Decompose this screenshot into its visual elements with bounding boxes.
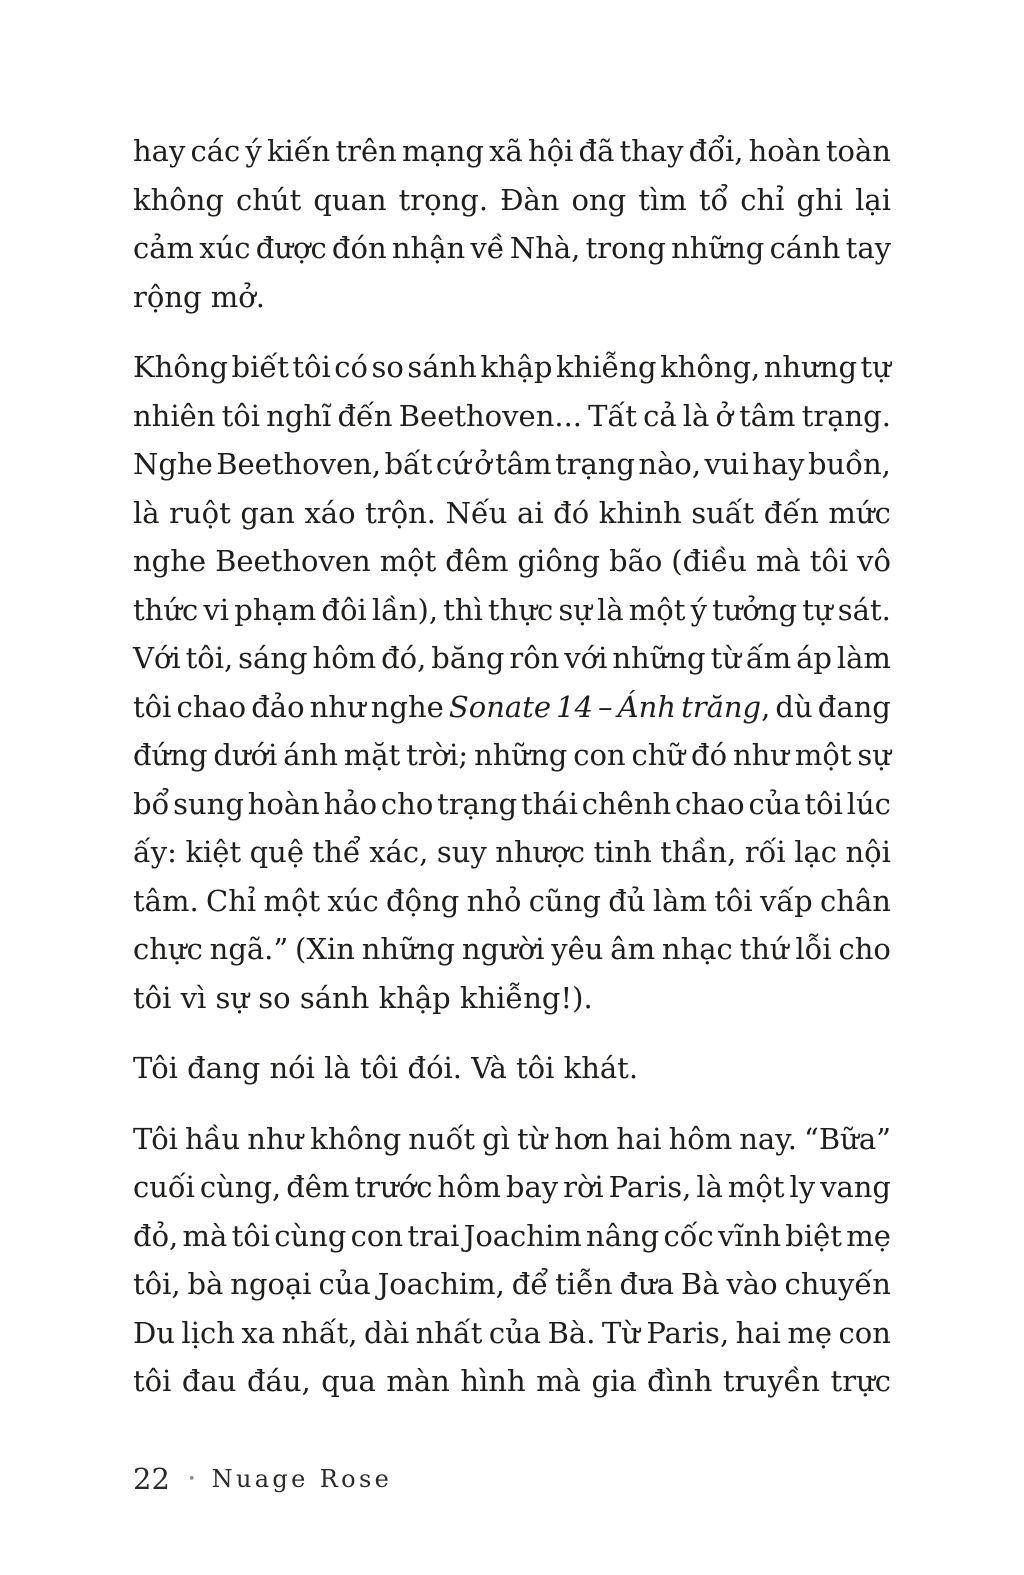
word: quan	[313, 182, 387, 217]
word: mạng	[401, 134, 484, 168]
word: tôi	[133, 689, 172, 724]
word: hơn	[554, 1121, 610, 1156]
word: động	[386, 883, 460, 918]
word: gia	[591, 1364, 637, 1398]
word: với	[564, 641, 608, 675]
word: tôi	[292, 350, 331, 384]
word: khập	[480, 350, 553, 384]
word: áp	[796, 641, 832, 675]
word: màn	[386, 1364, 450, 1398]
word: đình	[647, 1364, 713, 1398]
word: trộn.	[365, 495, 436, 530]
word: nghe	[370, 689, 444, 724]
word: tay	[845, 231, 891, 265]
word: hảo	[323, 786, 378, 821]
word: thức	[133, 592, 199, 627]
word: suy	[436, 835, 487, 869]
word: dưới	[213, 738, 278, 772]
word: rối	[744, 835, 786, 869]
text-line	[133, 1115, 891, 1164]
word: xúc	[199, 231, 251, 265]
page-footer	[133, 1462, 392, 1496]
word: khinh	[598, 495, 682, 530]
word: không,	[660, 350, 761, 384]
word: mà	[755, 544, 801, 578]
word: hay	[133, 134, 186, 168]
word: hôm	[437, 1170, 501, 1204]
word: đứng	[133, 738, 208, 772]
word: Paris,	[646, 1315, 730, 1350]
word: truyền	[722, 1364, 821, 1398]
word: tinh	[593, 835, 652, 869]
word: xa	[241, 1315, 276, 1350]
word: người	[461, 932, 545, 966]
word: là	[682, 398, 710, 433]
word: làm	[836, 641, 891, 675]
word: ong	[571, 182, 627, 217]
word: xúc	[327, 883, 379, 918]
word: Joachim	[463, 1218, 582, 1253]
word: vào	[726, 1267, 778, 1301]
word: những	[612, 641, 706, 675]
word: trong	[585, 231, 666, 265]
word: của	[748, 786, 801, 821]
word: như	[309, 689, 366, 724]
word: chực	[133, 932, 203, 966]
word: cùng	[274, 1218, 347, 1253]
word: chao	[674, 786, 745, 821]
word: nhất	[415, 1315, 483, 1350]
word: sát.	[837, 592, 891, 627]
word: là	[597, 592, 624, 627]
word: đêm	[445, 544, 509, 578]
word: Tất	[588, 398, 637, 433]
word: như	[732, 738, 789, 772]
word: một	[628, 592, 686, 627]
text-line	[133, 537, 891, 586]
word: làm	[652, 883, 707, 918]
word: vang	[820, 1170, 891, 1204]
word: nhiên	[133, 398, 216, 433]
word: trực	[830, 1364, 891, 1398]
word: qua	[321, 1364, 376, 1398]
word: một	[379, 544, 437, 578]
word: bay	[505, 1170, 559, 1204]
word: phạm	[234, 592, 317, 627]
word: chuyến	[784, 1267, 891, 1301]
word: thái	[521, 786, 578, 821]
word: bổ	[133, 786, 170, 821]
word: đảo	[251, 689, 305, 724]
word: hai	[735, 1315, 781, 1350]
word: trời;	[406, 738, 469, 772]
text-line: tôi vì sự so sánh khập khiễng!).	[133, 980, 593, 1015]
word: cứ	[435, 447, 471, 481]
word: rời	[563, 1170, 604, 1204]
word: Đàn	[500, 182, 560, 217]
word: nay.	[739, 1121, 797, 1156]
word: toàn	[825, 134, 891, 168]
text-line	[133, 343, 891, 392]
word: khiễng	[555, 350, 657, 384]
text-line	[133, 176, 891, 225]
word: dài	[364, 1315, 410, 1350]
text-line: rộng mở.	[133, 279, 265, 314]
word: ai	[517, 495, 544, 530]
word: con	[838, 1315, 891, 1350]
word: đang	[817, 689, 891, 724]
word: mẹ	[787, 1315, 833, 1350]
word: mức	[828, 495, 891, 530]
text-line	[133, 224, 891, 273]
word: trạng	[437, 786, 518, 821]
word: không	[310, 1121, 402, 1156]
word: đủ	[608, 883, 646, 918]
text-line	[133, 1357, 891, 1406]
word: Tôi	[133, 1121, 178, 1156]
word: trước	[354, 1170, 433, 1204]
word: kiến	[266, 134, 331, 168]
word: những	[474, 738, 568, 772]
word: trạng	[554, 447, 635, 481]
word: tôi	[221, 398, 260, 433]
word: xã	[489, 134, 523, 168]
word: chỉ	[740, 182, 785, 217]
word: một	[794, 738, 852, 772]
word: xác,	[369, 835, 429, 869]
word: từ	[517, 1121, 548, 1156]
word: rôn	[509, 641, 560, 675]
word: tôi	[231, 1218, 270, 1253]
word: đổi,	[688, 134, 744, 168]
word: tưởng	[712, 592, 798, 627]
word: tôi	[133, 1364, 172, 1398]
word: đau	[181, 1364, 237, 1398]
word: tổ	[698, 182, 729, 217]
word: gì	[482, 1121, 510, 1156]
word: Beethoven	[215, 544, 371, 578]
word: đến	[763, 495, 819, 530]
word: đó,	[381, 641, 427, 675]
paragraph	[133, 1115, 891, 1406]
word: tiễn	[555, 1267, 613, 1301]
word: một	[727, 1170, 785, 1204]
word: –	[598, 689, 613, 724]
word: Bà.	[547, 1315, 596, 1350]
word: Nghe	[133, 447, 213, 481]
word: của	[318, 1267, 371, 1301]
word: dù	[775, 689, 813, 724]
word: nghĩ	[266, 398, 332, 433]
word: như	[247, 1121, 304, 1156]
word: yêu	[551, 932, 604, 966]
word: ấm	[745, 641, 792, 675]
word: so	[371, 350, 404, 384]
word: cùng,	[199, 1170, 282, 1204]
text-line	[133, 586, 891, 635]
word: tự	[860, 350, 891, 384]
text-line	[133, 440, 891, 489]
word: hôm	[312, 641, 377, 675]
word: hoàn	[247, 786, 320, 821]
word: Chỉ	[206, 883, 257, 918]
word: tôi	[804, 786, 843, 821]
word: trăng,	[681, 689, 771, 724]
word: trên	[335, 134, 397, 168]
word: là	[696, 1170, 723, 1204]
word: Nhà,	[509, 231, 581, 265]
word: ngoại	[230, 1267, 312, 1301]
word: cánh	[769, 231, 841, 265]
word: xáo	[304, 495, 356, 530]
book-title: Nuage Rose	[211, 1465, 393, 1493]
word: đáu,	[246, 1364, 311, 1398]
word: Nếu	[445, 495, 508, 530]
word: lạc	[794, 835, 837, 869]
word: không	[133, 182, 224, 217]
word: con	[573, 738, 626, 772]
word: lỗi	[795, 932, 832, 966]
word: Beethoven,	[216, 447, 382, 481]
word: nhưng	[763, 350, 858, 384]
word: Với	[133, 641, 181, 675]
word: Sonate	[448, 689, 552, 724]
word: thì	[443, 592, 483, 627]
word: gan	[240, 495, 295, 530]
word: nuốt	[408, 1121, 476, 1156]
word: hình	[460, 1364, 526, 1398]
word: tôi,	[185, 641, 234, 675]
word: là	[133, 495, 160, 530]
word: ánh	[283, 738, 338, 772]
word: ly	[789, 1170, 816, 1204]
word: ấy:	[133, 835, 177, 869]
word: ghi	[796, 182, 844, 217]
word: giông	[517, 544, 601, 578]
word: chút	[236, 182, 302, 217]
word: vĩnh	[718, 1218, 782, 1253]
word: cốc	[663, 1218, 714, 1253]
text-line	[133, 828, 891, 877]
word: thực	[487, 592, 554, 627]
word: cho	[380, 786, 434, 821]
word: chao	[176, 689, 247, 724]
word: băng	[431, 641, 505, 675]
word: tôi,	[133, 1267, 181, 1301]
word: (điều	[671, 544, 747, 578]
word: quệ	[249, 835, 305, 869]
word: kiệt	[185, 835, 242, 869]
word: đó	[691, 738, 728, 772]
word: đôi	[321, 592, 367, 627]
word: cũng	[528, 883, 601, 918]
word: tâm	[495, 447, 552, 481]
word: thay	[619, 134, 684, 168]
word: đêm	[286, 1170, 350, 1204]
text-line	[133, 1212, 891, 1261]
word: sự	[857, 738, 891, 772]
word: nhỏ	[466, 883, 522, 918]
word: tìm	[638, 182, 687, 217]
text-line: Tôi đang nói là tôi đói. Và tôi khát.	[133, 1051, 639, 1085]
word: Joachim,	[377, 1267, 505, 1301]
word: trạng.	[801, 398, 891, 433]
word: (Xin	[295, 932, 355, 966]
word: hôm	[668, 1121, 733, 1156]
text-line	[133, 1260, 891, 1309]
word: mẹ	[846, 1218, 891, 1253]
word: “Bữa”	[804, 1121, 891, 1156]
text-line	[133, 489, 891, 538]
word: ngã.”	[209, 932, 289, 966]
word: lịch	[181, 1315, 235, 1350]
word: âm	[610, 932, 656, 966]
word: suất	[691, 495, 755, 530]
word: đón	[331, 231, 387, 265]
text-line	[133, 925, 891, 974]
word: ý	[245, 134, 262, 168]
text-line	[133, 1309, 891, 1358]
word: tự	[802, 592, 833, 627]
word: trai	[407, 1218, 460, 1253]
word: đưa	[619, 1267, 674, 1301]
word: có	[334, 350, 368, 384]
text-line	[133, 127, 891, 176]
word: thứ	[739, 932, 789, 966]
word: cho	[838, 932, 891, 966]
word: sáng	[238, 641, 308, 675]
word: nhạc	[661, 932, 733, 966]
word: vui	[704, 447, 749, 481]
word: lần),	[371, 592, 439, 627]
word: nhận	[391, 231, 466, 265]
word: sánh	[407, 350, 477, 384]
word: bà	[187, 1267, 224, 1301]
word: chân	[820, 883, 891, 918]
word: mặt	[343, 738, 401, 772]
word: nhất,	[281, 1315, 358, 1350]
word: chênh	[581, 786, 672, 821]
word: cảm	[133, 231, 195, 265]
word: ở	[715, 398, 733, 433]
word: lại	[855, 182, 891, 217]
word: đỏ,	[133, 1218, 179, 1253]
word: bão	[609, 544, 663, 578]
word: vô	[857, 544, 891, 578]
text-line	[133, 877, 891, 926]
word: biết	[231, 350, 289, 384]
word: sung	[173, 786, 244, 821]
word: cả	[643, 398, 677, 433]
word: mà	[536, 1364, 581, 1398]
word: trọng.	[398, 182, 489, 217]
word: được	[255, 231, 327, 265]
word: tâm	[739, 398, 796, 433]
text-line	[133, 634, 891, 683]
word: Từ	[601, 1315, 640, 1350]
word: thần,	[660, 835, 737, 869]
word: đó	[553, 495, 590, 530]
word: ruột	[169, 495, 231, 530]
word: hội	[527, 134, 574, 168]
word: hay	[752, 447, 805, 481]
word: Không	[133, 350, 229, 384]
word: nhược	[495, 835, 585, 869]
dot-separator-icon: •	[187, 1471, 196, 1487]
word: tâm.	[133, 883, 199, 918]
word: nghe	[133, 544, 207, 578]
word: các	[190, 134, 241, 168]
word: một	[263, 883, 321, 918]
word: sự	[558, 592, 592, 627]
word: buồn,	[807, 447, 891, 481]
word: những	[361, 932, 456, 966]
word: bất	[384, 447, 433, 481]
word: tôi	[714, 883, 753, 918]
word: ý	[690, 592, 707, 627]
word: hầu	[185, 1121, 241, 1156]
word: nào,	[638, 447, 702, 481]
paragraph	[133, 127, 891, 321]
paragraph	[133, 1044, 891, 1093]
word: từ	[710, 641, 741, 675]
text-line	[133, 1163, 891, 1212]
word: vi	[203, 592, 230, 627]
text-line	[133, 780, 891, 829]
word: vấp	[760, 883, 813, 918]
word: của	[488, 1315, 542, 1350]
paragraph	[133, 343, 891, 1022]
word: nâng	[586, 1218, 660, 1253]
word: đã	[578, 134, 615, 168]
word: nội	[845, 835, 891, 869]
word: để	[511, 1267, 549, 1301]
word: hai	[616, 1121, 662, 1156]
word: Beethoven...	[398, 398, 583, 433]
word: hoàn	[748, 134, 821, 168]
word: lúc	[846, 786, 891, 821]
word: về	[470, 231, 505, 265]
text-line	[133, 392, 891, 441]
word: con	[350, 1218, 404, 1253]
word: Bà	[680, 1267, 720, 1301]
word: những	[671, 231, 765, 265]
text-line	[133, 731, 891, 780]
word: tôi	[809, 544, 849, 578]
page-text	[133, 127, 891, 1406]
text-line	[133, 683, 891, 732]
word: ở	[474, 447, 492, 481]
page-number: 22	[133, 1462, 170, 1496]
word: cuối	[133, 1170, 195, 1204]
word: Ánh	[617, 689, 676, 724]
word: biệt	[785, 1218, 842, 1253]
word: chữ	[631, 738, 686, 772]
word: Paris,	[608, 1170, 692, 1204]
word: thể	[312, 835, 361, 869]
word: 14	[556, 689, 594, 724]
word: đến	[337, 398, 393, 433]
word: mà	[182, 1218, 228, 1253]
word: Du	[133, 1315, 175, 1350]
